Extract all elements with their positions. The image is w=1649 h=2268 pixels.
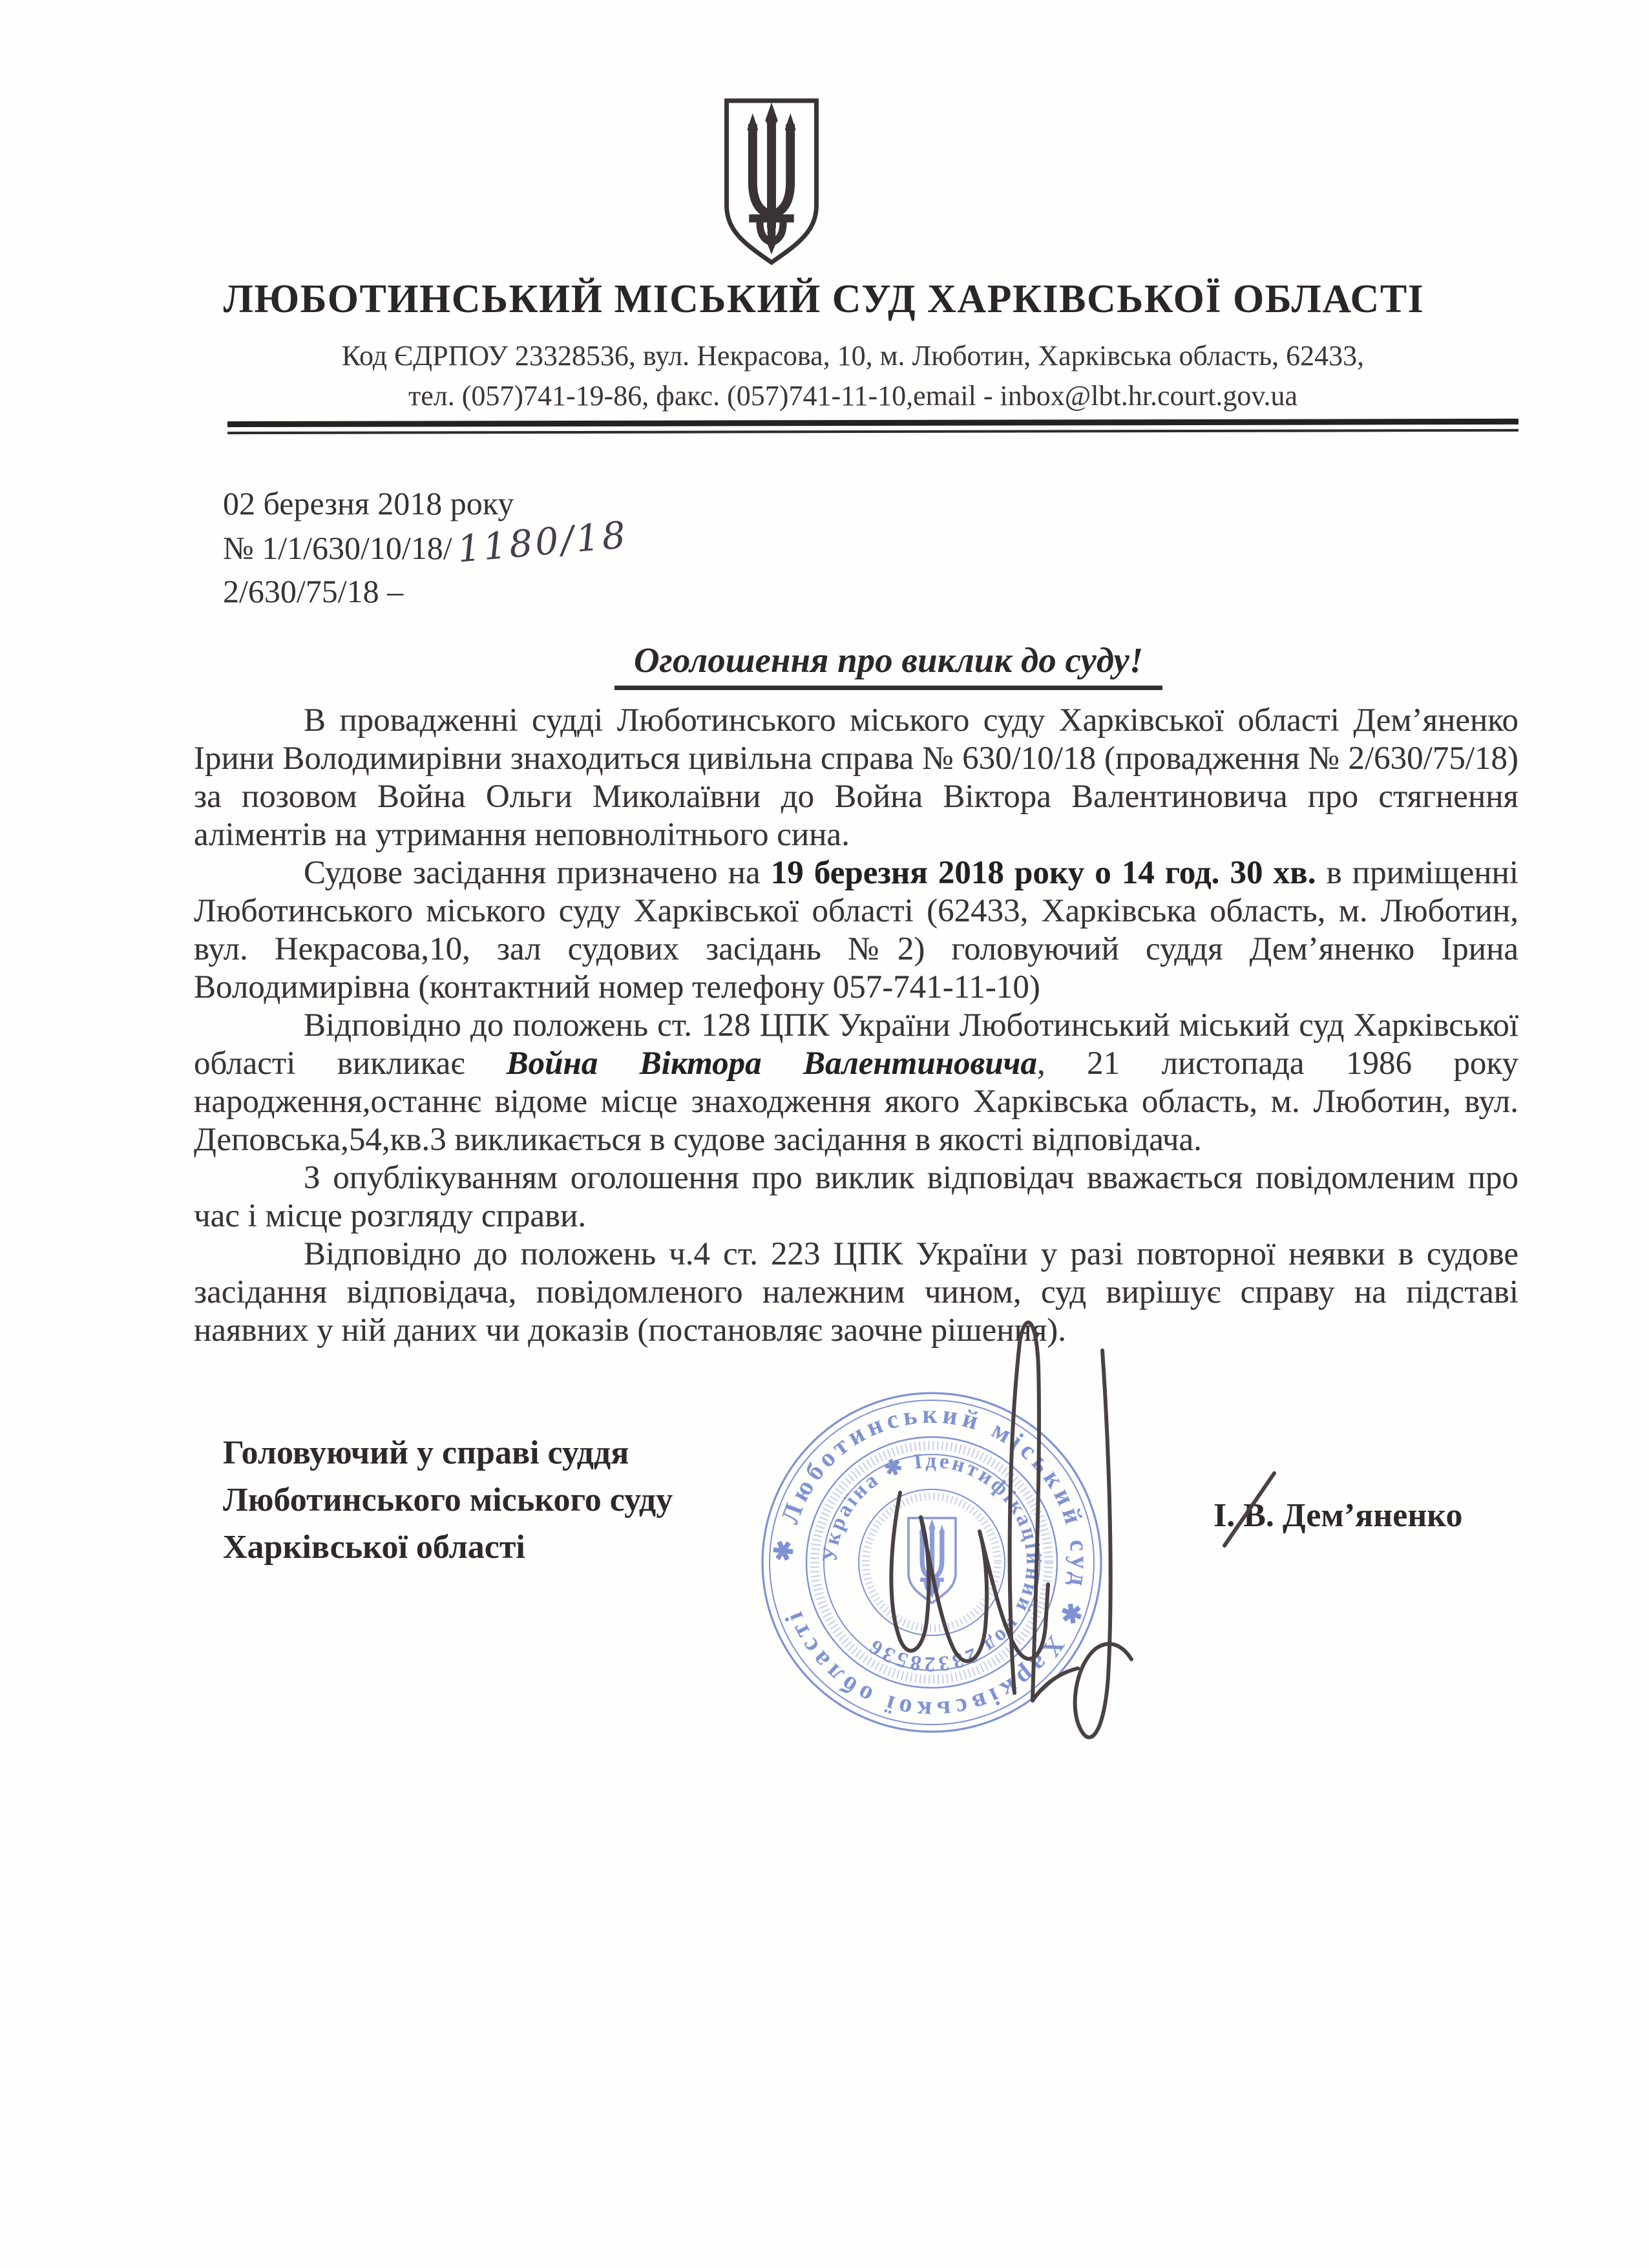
emphasized-text: Война Віктора Валентиновича xyxy=(506,1045,1037,1082)
judge-role-line: Харківської області xyxy=(223,1529,525,1566)
body-text: , 21 листопада 1986 року народження,останнє відоме місце знаходження якого Харківська область, м. Люботин, вул. Деповська,54,кв.3 викликається в судове засідання в якості відповідача. xyxy=(194,1045,1518,1158)
judge-role-line: Люботинського міського суду xyxy=(223,1482,673,1518)
court-address-line: Код ЄДРПОУ 23328536, вул. Некрасова, 10, м. Люботин, Харківська область, 62433, xyxy=(341,340,1365,372)
outgoing-number-line xyxy=(223,513,630,571)
body-paragraph xyxy=(194,1007,1518,1159)
reference-block xyxy=(223,482,630,613)
case-number: 2/630/75/18 – xyxy=(223,573,404,609)
body-text: в приміщенні Люботинського міського суду Харківської області (62433, Харківська область, м. Люботин, вул. Некрасова,10, зал судових засідань №2) головуючий суддя Дем’яненко Ірина Володимирівна (контактний номер телефону 057-741-11-10) xyxy=(194,855,1518,1005)
court-address-block xyxy=(213,336,1493,416)
stamp-inner-ring-text: Україна ✱ Ідентифікаційний код 23328536 xyxy=(818,1449,1045,1676)
body-text: Відповідно до положень ч.4 ст. 223 ЦПК України у разі повторної неявки в судове засідання відповідача, повідомленого належним чином, суд вирішує справу на підставі наявних у ній даних чи доказів (постановляє заочне рішення). xyxy=(194,1236,1518,1349)
court-stamp-and-signature xyxy=(743,1305,1357,1809)
letter-body xyxy=(194,702,1518,1350)
divider-thin-rule xyxy=(227,429,1518,434)
outgoing-number-handwritten: 1180/18 xyxy=(455,513,630,571)
letterhead-divider xyxy=(227,419,1518,434)
judge-role-line: Головуючий у справі суддя xyxy=(223,1434,629,1471)
body-paragraph xyxy=(194,702,1518,854)
body-text: Судове засідання призначено на xyxy=(304,855,771,891)
body-text: В провадженні судді Люботинського міського суду Харківської області Дем’яненко Ірини Володимирівни знаходиться цивільна справа № 630/10/18 (провадження № 2/630/75/18) за позовом Война Ольги Миколаївни до Война Віктора Валентиновича про стягнення аліментів на утримання неповнолітнього сина. xyxy=(194,702,1518,853)
body-text: Відповідно до положень ст. 128 ЦПК України Люботинський міський суд Харківської області викликає xyxy=(194,1007,1518,1082)
svg-text:Україна ✱ Ідентифікаційний код xyxy=(819,1449,1045,1675)
round-stamp-icon xyxy=(762,1393,1101,1732)
outgoing-number-printed: № 1/1/630/10/18/ xyxy=(223,530,452,566)
stamp-outer-ring-text: ✱ Люботинський міський суд ✱ Харківської області xyxy=(768,1399,1095,1726)
emphasized-text: 19 березня 2018 року о 14 год. 30 хв. xyxy=(770,855,1316,891)
court-contact-line: тел. (057)741-19-86, факс. (057)741-11-10,email - inbox@lbt.hr.court.gov.ua xyxy=(408,380,1298,412)
document-title: Оголошення про виклик до суду! xyxy=(614,640,1162,690)
document-title-wrap xyxy=(226,640,1551,690)
letter-date: 02 березня 2018 року xyxy=(223,485,514,521)
body-paragraph xyxy=(194,854,1518,1007)
body-paragraph xyxy=(194,1235,1518,1350)
court-name-heading: ЛЮБОТИНСЬКИЙ МІСЬКИЙ СУД ХАРКІВСЬКОЇ ОБЛАСТІ xyxy=(223,277,1425,321)
divider-thick-rule xyxy=(227,419,1518,427)
body-paragraph xyxy=(194,1159,1518,1235)
judge-name: І. В. Дем’яненко xyxy=(1213,1497,1463,1534)
body-text: З опублікуванням оголошення про виклик відповідач вважається повідомленим про час і місце розгляду справи. xyxy=(194,1160,1518,1234)
stamp-center-trident-icon xyxy=(909,1518,956,1602)
judge-role-block xyxy=(223,1429,673,1571)
ukraine-trident-emblem-icon xyxy=(713,92,830,271)
svg-text:✱ Люботинський міський суд ✱ Х xyxy=(768,1400,1095,1725)
